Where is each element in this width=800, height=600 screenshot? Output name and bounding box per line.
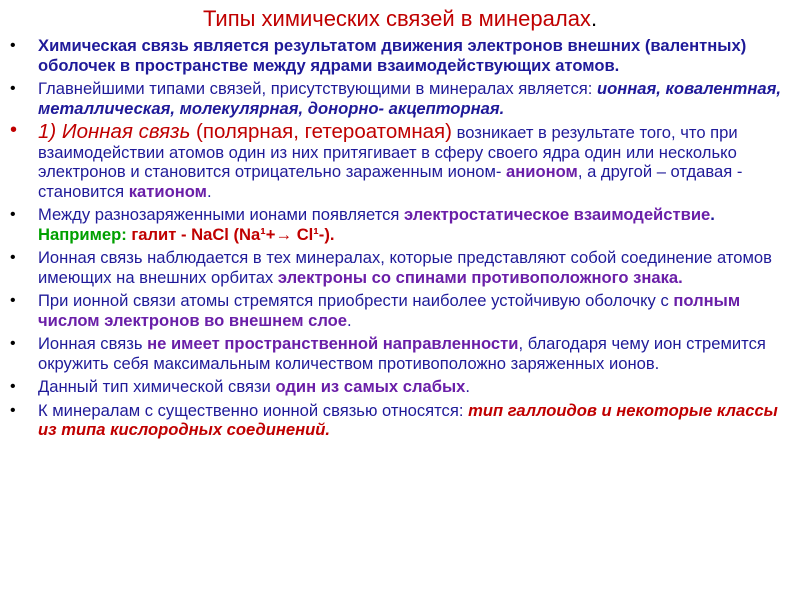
bullet-list xyxy=(0,36,800,444)
direction-intro: Ионная связь xyxy=(38,334,148,353)
ionic-bond-desc-mid: , а другой – отдавая - становится xyxy=(38,162,743,201)
ionic-bond-heading: 1) Ионная связь xyxy=(38,120,191,143)
anion-term: анионом xyxy=(506,162,578,181)
bullet-marker: • xyxy=(10,401,16,419)
definition-text: Химическая связь является результатом движения электронов внешних (валентных) оболочек в пространстве между ядрами взаимодействующих атомов. xyxy=(38,36,747,75)
stable-shell-term: полным числом электронов во внешнем слое xyxy=(38,291,741,330)
bullet-weakest xyxy=(0,377,800,397)
bullet-marker: • xyxy=(10,206,16,223)
electrostatic-term: электростатическое взаимодействие xyxy=(404,205,711,224)
bond-types-intro: Главнейшими типами связей, присутствующими в минералах является: xyxy=(38,79,597,98)
weakest-term: один из самых слабых xyxy=(275,377,466,396)
stable-shell-intro: При ионной связи атомы стремятся приобрести наиболее устойчивую оболочку с xyxy=(38,291,674,310)
spins-intro: Ионная связь наблюдается в тех минералах, которые представляют собой соединение атомов имеющих на внешних орбитах xyxy=(38,248,772,287)
direction-term: не имеет пространственной направленности xyxy=(147,334,519,353)
title-text: Типы химических связей в минералах xyxy=(202,6,591,31)
bullet-marker: • xyxy=(10,378,16,395)
bullet-marker: • xyxy=(10,80,16,97)
bullet-electrostatic xyxy=(0,205,800,244)
bullet-marker: • xyxy=(10,119,18,141)
ionic-bond-desc-end: . xyxy=(206,181,212,201)
bond-types-list: ионная, ковалентная, металлическая, молекулярная, донорно- акцепторная. xyxy=(38,79,782,118)
direction-rest: , благодаря чему ион стремится окружить себя максимальным количеством противоположно заряженных ионов. xyxy=(38,334,766,373)
electrostatic-dot: . xyxy=(710,205,715,224)
weakest-intro: Данный тип химической связи xyxy=(38,377,276,396)
bullet-definition xyxy=(0,36,800,75)
bullet-minerals xyxy=(0,401,800,440)
weakest-end: . xyxy=(465,377,470,396)
spins-term: электроны со спинами противоположного знака. xyxy=(277,267,683,287)
minerals-term: тип галлоидов и некоторые классы из типа кислородных соединений. xyxy=(38,400,778,439)
example-label: Например: xyxy=(38,224,127,244)
example-formula: галит - NaCl (Na¹+→ Cl¹-). xyxy=(126,224,335,244)
bullet-direction xyxy=(0,334,800,373)
bullet-marker: • xyxy=(10,335,16,352)
ionic-bond-synonyms: (полярная, гетероатомная) xyxy=(190,120,452,143)
title-period: . xyxy=(590,6,598,31)
slide-title xyxy=(0,6,800,32)
bullet-marker: • xyxy=(10,37,16,54)
bullet-marker: • xyxy=(10,292,16,309)
bullet-ionic-bond xyxy=(0,119,800,201)
bullet-spins xyxy=(0,248,800,287)
bullet-stable-shell xyxy=(0,291,800,330)
bullet-bond-types xyxy=(0,79,800,118)
ionic-bond-desc: возникает в результате того, что при взаимодействии атомов один из них притягивает в сферу своего ядра один или несколько электронов и становится отрицательно зараженным ионом- xyxy=(38,123,738,181)
bullet-marker: • xyxy=(10,249,16,266)
cation-term: катионом xyxy=(128,181,207,201)
minerals-intro: К минералам с существенно ионной связью относятся: xyxy=(38,400,469,420)
stable-shell-end: . xyxy=(347,310,352,330)
electrostatic-intro: Между разнозаряженными ионами появляется xyxy=(38,205,405,224)
